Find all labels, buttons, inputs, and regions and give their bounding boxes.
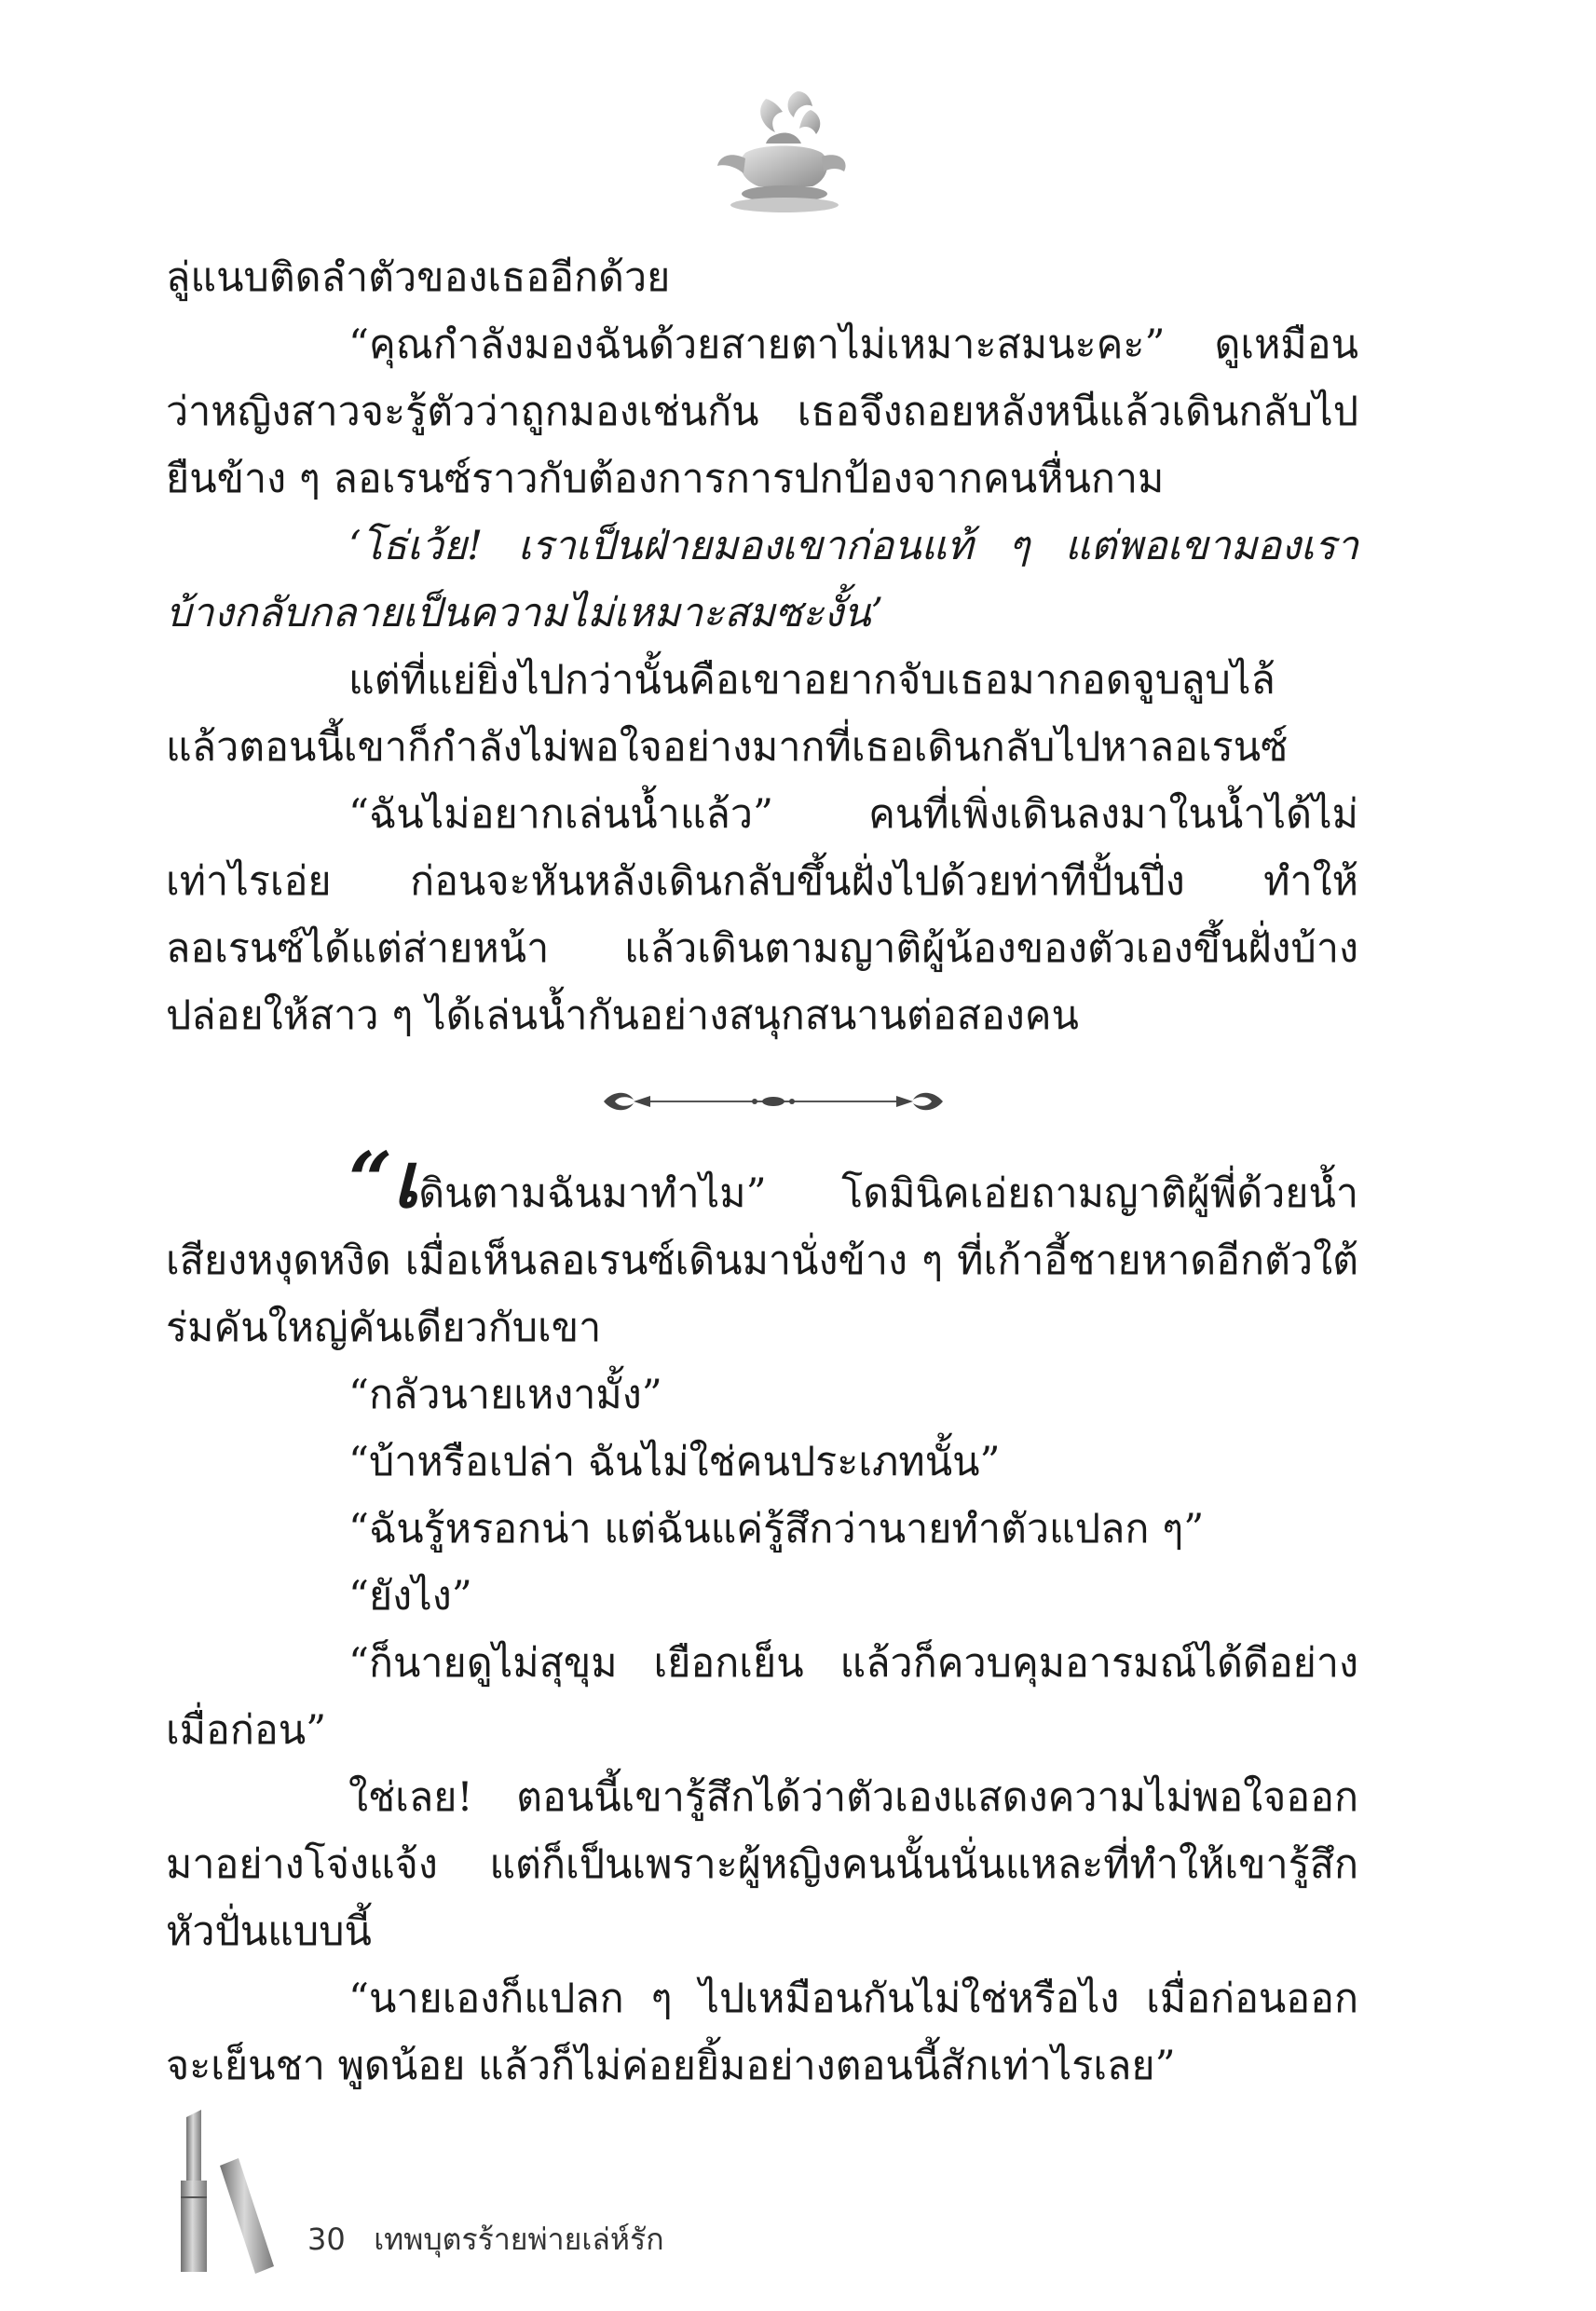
dialogue-line: “ฉันรู้หรอกน่า แต่ฉันแค่รู้สึกว่านายทำตัวแปลก ๆ” xyxy=(348,1506,1205,1552)
paragraph: ลู่แนบติดลำตัวของเธออีกด้วย xyxy=(166,254,671,301)
paragraph: แต่ที่แย่ยิ่งไปกว่านั้นคือเขาอยากจับเธอมากอดจูบลูบไล้ แล้วตอนนี้เขาก็กำลังไม่พอใจอย่างมากที่เธอเดินกลับไปหาลอเรนซ์ xyxy=(166,657,1289,771)
body-text-section-1 xyxy=(166,244,1358,1049)
paragraph: “ฉันไม่อยากเล่นน้ำแล้ว” คนที่เพิ่งเดินลงมาในน้ำได้ไม่เท่าไรเอ่ย ก่อนจะหันหลังเดินกลับขึ้นฝั่งไปด้วยท่าทีปั้นปึ่ง ทำให้ลอเรนซ์ได้แต่ส่ายหน้า แล้วเดินตามญาติผู้น้องของตัวเองขึ้นฝั่งบ้าง ปล่อยให้สาว ๆ ได้เล่นน้ำกันอย่างสนุกสนานต่อสองคน xyxy=(166,791,1358,1039)
page-footer xyxy=(307,2216,664,2263)
paragraph-text: ดินตามฉันมาทำไม” โดมินิคเอ่ยถามญาติผู้พี่ด้วยน้ำเสียงหงุดหงิด เมื่อเห็นลอเรนซ์เดินมานั่งข้าง ๆ ที่เก้าอี้ชายหาดอีกตัวใต้ร่มคันใหญ่คันเดียวกับเขา xyxy=(166,1170,1358,1351)
inner-thought-paragraph: ‘โธ่เว้ย! เราเป็นฝ่ายมองเขาก่อนแท้ ๆ แต่พอเขามองเราบ้างกลับกลายเป็นความไม่เหมาะสมซะงั้น’ xyxy=(166,523,1358,636)
body-text-section-2 xyxy=(166,1136,1358,2099)
scroll-divider-icon xyxy=(596,1083,950,1120)
paragraph-with-dropcap xyxy=(166,1136,1358,1361)
dialogue-line: “ยังไง” xyxy=(348,1573,472,1620)
dialogue-line: “บ้าหรือเปล่า ฉันไม่ใช่คนประเภทนั้น” xyxy=(348,1439,1001,1485)
paragraph: “คุณกำลังมองฉันด้วยสายตาไม่เหมาะสมนะคะ” ดูเหมือนว่าหญิงสาวจะรู้ตัวว่าถูกมองเช่นกัน เธอจึงถอยหลังหนีแล้วเดินกลับไปยืนข้าง ๆ ลอเรนซ์ราวกับต้องการการปกป้องจากคนหื่นกาม xyxy=(166,321,1358,502)
book-title: เทพบุตรร้ายพ่ายเล่ห์รัก xyxy=(374,2222,664,2257)
dropcap: “เ xyxy=(348,1136,419,1225)
lipstick-icon xyxy=(166,2108,278,2276)
dialogue-line: “กลัวนายเหงามั้ง” xyxy=(348,1372,662,1418)
paragraph: ใช่เลย! ตอนนี้เขารู้สึกได้ว่าตัวเองแสดงความไม่พอใจออกมาอย่างโจ่งแจ้ง แต่ก็เป็นเพราะผู้หญิงคนนั้นนั่นแหละที่ทำให้เขารู้สึกหัวปั่นแบบนี้ xyxy=(166,1774,1358,1955)
teapot-genie-ornament-icon xyxy=(708,82,857,222)
dialogue-line: “นายเองก็แปลก ๆ ไปเหมือนกันไม่ใช่หรือไง เมื่อก่อนออกจะเย็นชา พูดน้อย แล้วก็ไม่ค่อยยิ้มอย่างตอนนี้สักเท่าไรเลย” xyxy=(166,1976,1358,2089)
page-number: 30 xyxy=(307,2222,346,2257)
dialogue-line: “ก็นายดูไม่สุขุม เยือกเย็น แล้วก็ควบคุมอารมณ์ได้ดีอย่างเมื่อก่อน” xyxy=(166,1640,1358,1754)
